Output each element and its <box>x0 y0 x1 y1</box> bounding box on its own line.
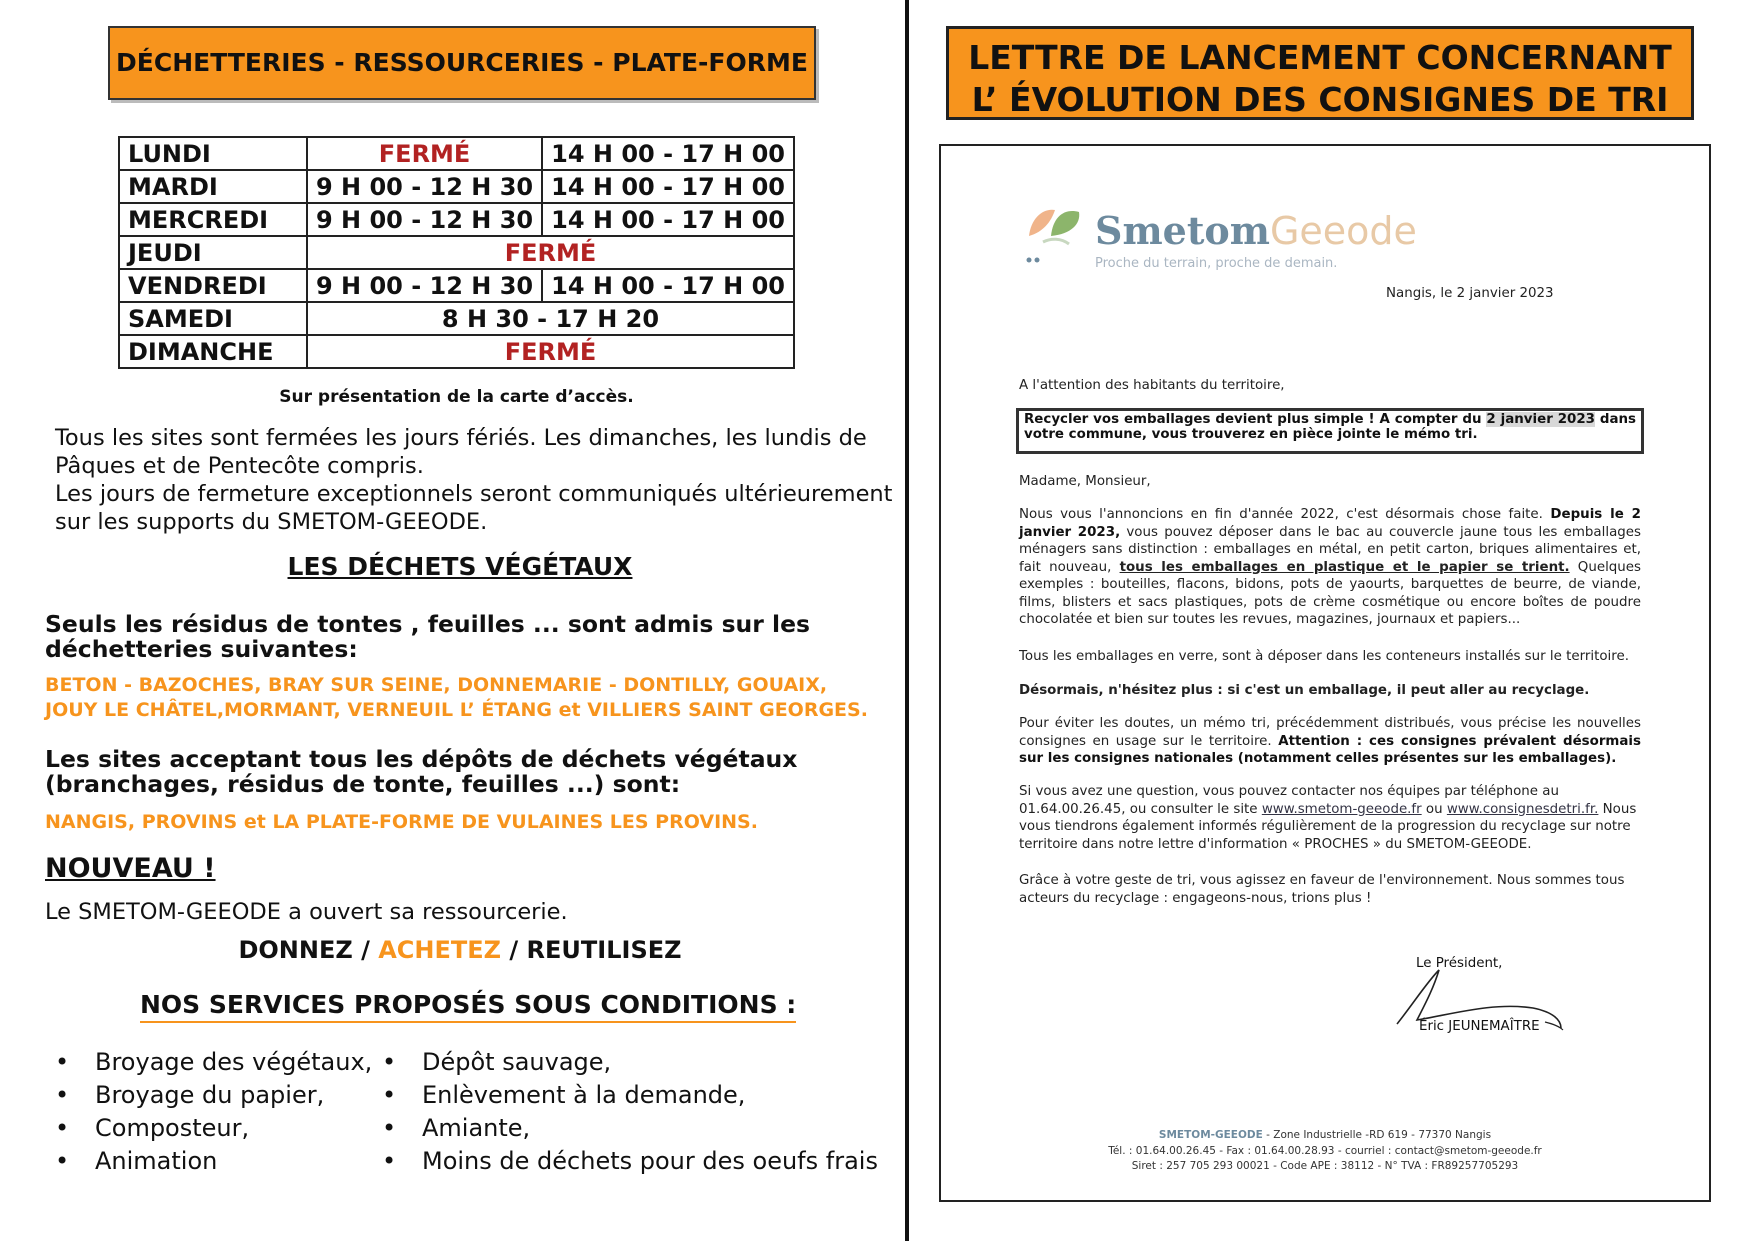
table-row <box>119 137 794 170</box>
paragraph-line: sur les supports du SMETOM-GEEODE. <box>55 509 488 535</box>
afternoon-cell: 14 H 00 - 17 H 00 <box>542 203 794 236</box>
text-span-underline: tous les emballages en plastique et le papier se trient. <box>1119 559 1570 575</box>
afternoon-cell: 14 H 00 - 17 H 00 <box>542 137 794 170</box>
opening-hours-table <box>118 136 795 369</box>
footer-line: Tél. : 01.64.00.26.45 - Fax : 01.64.00.28.93 - courriel : contact@smetom-geeode.fr <box>1108 1144 1542 1157</box>
full-day-cell: 8 H 30 - 17 H 20 <box>307 302 794 335</box>
attention-line: A l'attention des habitants du territoire, <box>1019 378 1285 393</box>
vegetal-intro <box>45 612 810 662</box>
morning-cell: 9 H 00 - 12 H 30 <box>307 170 542 203</box>
slogan <box>0 936 920 964</box>
letter-date: Nangis, le 2 janvier 2023 <box>1386 286 1554 301</box>
text-span: Quelques exemples : bouteilles, flacons, bidons, pots de yaourts, barquettes de beurre, de viande, films, blisters et sacs plastiques, pots de crème cosmétique ou encore boîtes de poudre chocolatée et bien sur toutes les revues, magazines, journaux et papiers... <box>1019 559 1641 627</box>
paragraph-line: Les jours de fermeture exceptionnels seront communiqués ultérieurement <box>55 481 893 507</box>
text-span-bold: Depuis le 2 janvier 2023, <box>1019 507 1641 540</box>
morning-cell: FERMÉ <box>307 137 542 170</box>
box-text: dans votre commune, vous trouverez en pièce jointe le mémo tri. <box>1024 412 1636 442</box>
services-list-1 <box>55 1046 372 1178</box>
paragraph-4 <box>1019 715 1641 768</box>
leaf-logo-icon <box>1021 202 1091 272</box>
letter-title <box>946 26 1694 120</box>
text-line: Les sites acceptant tous les dépôts de déchets végétaux <box>45 745 798 773</box>
text-line: JOUY LE CHÂTEL,MORMANT, VERNEUIL L’ ÉTANG et VILLIERS SAINT GEORGES. <box>45 699 868 721</box>
text-span: vous pouvez déposer dans le bac au couvercle jaune tous les emballages ménagers sans distinction : emballages en métal, en petit carton, briques alimentaires et, fait nouveau, <box>1019 524 1641 575</box>
access-card-note: Sur présentation de la carte d’accès. <box>279 387 634 407</box>
paragraph-line: Tous les sites sont fermées les jours fériés. Les dimanches, les lundis de <box>55 425 867 451</box>
text-line: déchetteries suivantes: <box>45 635 358 663</box>
text-line: NANGIS, PROVINS et LA PLATE-FORME DE VULAINES LES PROVINS. <box>45 811 758 833</box>
paragraph-2: Tous les emballages en verre, sont à déposer dans les conteneurs installés sur le territoire. <box>1019 649 1629 664</box>
table-row <box>119 203 794 236</box>
letter-document <box>939 144 1711 1202</box>
paragraph-5 <box>1019 783 1641 853</box>
logo-tagline: Proche du terrain, proche de demain. <box>1095 256 1338 271</box>
smetom-logo <box>1021 202 1421 272</box>
box-date: 2 janvier 2023 <box>1486 412 1595 427</box>
list-item: • Dépôt sauvage, <box>382 1046 878 1079</box>
right-panel <box>909 0 1754 1241</box>
paragraph-6: Grâce à votre geste de tri, vous agissez en faveur de l'environnement. Nous sommes tous acteurs du recyclage : engageons-nous, trions plus ! <box>1019 873 1625 906</box>
title-line: LETTRE DE LANCEMENT CONCERNANT <box>968 38 1672 77</box>
text-line: (branchages, résidus de tonte, feuilles ...) sont: <box>45 770 681 798</box>
list-item: • Moins de déchets pour des oeufs frais <box>382 1145 878 1178</box>
text-line: BETON - BAZOCHES, BRAY SUR SEINE, DONNEMARIE - DONTILLY, GOUAIX, <box>45 674 828 696</box>
nouveau-heading: NOUVEAU ! <box>45 853 216 884</box>
morning-cell: 9 H 00 - 12 H 30 <box>307 203 542 236</box>
full-day-cell: FERMÉ <box>307 236 794 269</box>
salutation: Madame, Monsieur, <box>1019 474 1151 489</box>
table-row <box>119 302 794 335</box>
afternoon-cell: 14 H 00 - 17 H 00 <box>542 269 794 302</box>
text-span: Pour éviter les doutes, un mémo tri, précédemment distribués, vous précise les nouvelles consignes en usage sur le territoire. <box>1019 716 1641 749</box>
ressourcerie-text: Le SMETOM-GEEODE a ouvert sa ressourcerie. <box>45 899 568 925</box>
slogan-part: DONNEZ / <box>238 936 379 964</box>
day-cell: MARDI <box>119 170 307 203</box>
day-cell: JEUDI <box>119 236 307 269</box>
list-item: • Amiante, <box>382 1112 878 1145</box>
closure-paragraph <box>55 424 895 536</box>
opening-hours-title: DÉCHETTERIES - RESSOURCERIES - PLATE-FORME <box>108 26 816 100</box>
all-deposits-sites <box>45 810 758 835</box>
day-cell: MERCREDI <box>119 203 307 236</box>
day-cell: LUNDI <box>119 137 307 170</box>
website-link[interactable]: www.smetom-geeode.fr <box>1261 801 1422 817</box>
paragraph-line: Pâques et de Pentecôte compris. <box>55 453 424 479</box>
text-span-bold: Attention : ces consignes prévalent désormais sur les consignes nationales (notamment celles présentes sur les emballages). <box>1019 733 1641 766</box>
logo-word-2: Geeode <box>1269 209 1417 253</box>
list-item: • Animation <box>55 1145 372 1178</box>
slogan-part-highlight: ACHETEZ <box>378 936 502 964</box>
day-cell: DIMANCHE <box>119 335 307 368</box>
vegetal-sites <box>45 673 868 723</box>
title-line: L’ ÉVOLUTION DES CONSIGNES DE TRI <box>971 80 1669 119</box>
footer-line <box>941 1128 1709 1144</box>
morning-cell: 9 H 00 - 12 H 30 <box>307 269 542 302</box>
text-span: Si vous avez une question, vous pouvez contacter nos équipes par téléphone au 01.64.00.26.45, ou consulter le site <box>1019 784 1559 817</box>
paragraph-1 <box>1019 506 1641 629</box>
day-cell: VENDREDI <box>119 269 307 302</box>
signature-title: Le Président, <box>1416 956 1503 971</box>
signature-name: Éric JEUNEMAÎTRE <box>1419 1019 1540 1034</box>
list-item: • Composteur, <box>55 1112 372 1145</box>
consignes-link[interactable]: www.consignesdetri.fr. <box>1446 801 1599 817</box>
footer-org: SMETOM-GEEODE <box>1158 1129 1263 1141</box>
list-item: • Enlèvement à la demande, <box>382 1079 878 1112</box>
logo-word-1: Smetom <box>1095 208 1270 253</box>
text-line: Seuls les résidus de tontes , feuilles ... sont admis sur les <box>45 610 811 638</box>
table-row <box>119 236 794 269</box>
highlight-box <box>1016 408 1644 454</box>
footer-address: - Zone Industrielle -RD 619 - 77370 Nangis <box>1262 1129 1492 1141</box>
text-span: ou <box>1421 801 1447 817</box>
day-cell: SAMEDI <box>119 302 307 335</box>
table-row <box>119 170 794 203</box>
list-item: • Broyage des végétaux, <box>55 1046 372 1079</box>
vegetal-heading: LES DÉCHETS VÉGÉTAUX <box>287 552 633 581</box>
text-span: Nous vous tiendrons également informés régulièrement de la progression du recyclage sur notre territoire dans notre lettre d'information « PROCHES » du SMETOM-GEEODE. <box>1019 801 1637 852</box>
box-text: Recycler vos emballages devient plus simple ! A compter du <box>1024 412 1487 427</box>
all-deposits-intro <box>45 747 797 797</box>
services-heading: NOS SERVICES PROPOSÉS SOUS CONDITIONS : <box>140 990 796 1023</box>
full-day-cell: FERMÉ <box>307 335 794 368</box>
table-row <box>119 335 794 368</box>
services-list-2 <box>382 1046 878 1178</box>
slogan-part: / REUTILISEZ <box>501 936 682 964</box>
table-row <box>119 269 794 302</box>
list-item: • Broyage du papier, <box>55 1079 372 1112</box>
afternoon-cell: 14 H 00 - 17 H 00 <box>542 170 794 203</box>
paragraph-3: Désormais, n'hésitez plus : si c'est un emballage, il peut aller au recyclage. <box>1019 683 1590 698</box>
logo-wordmark <box>1095 208 1417 253</box>
letter-footer <box>941 1128 1709 1175</box>
footer-line: Siret : 257 705 293 00021 - Code APE : 38112 - N° TVA : FR89257705293 <box>1131 1160 1519 1172</box>
text-span: Nous vous l'annoncions en fin d'année 2022, c'est désormais chose faite. <box>1019 507 1551 522</box>
